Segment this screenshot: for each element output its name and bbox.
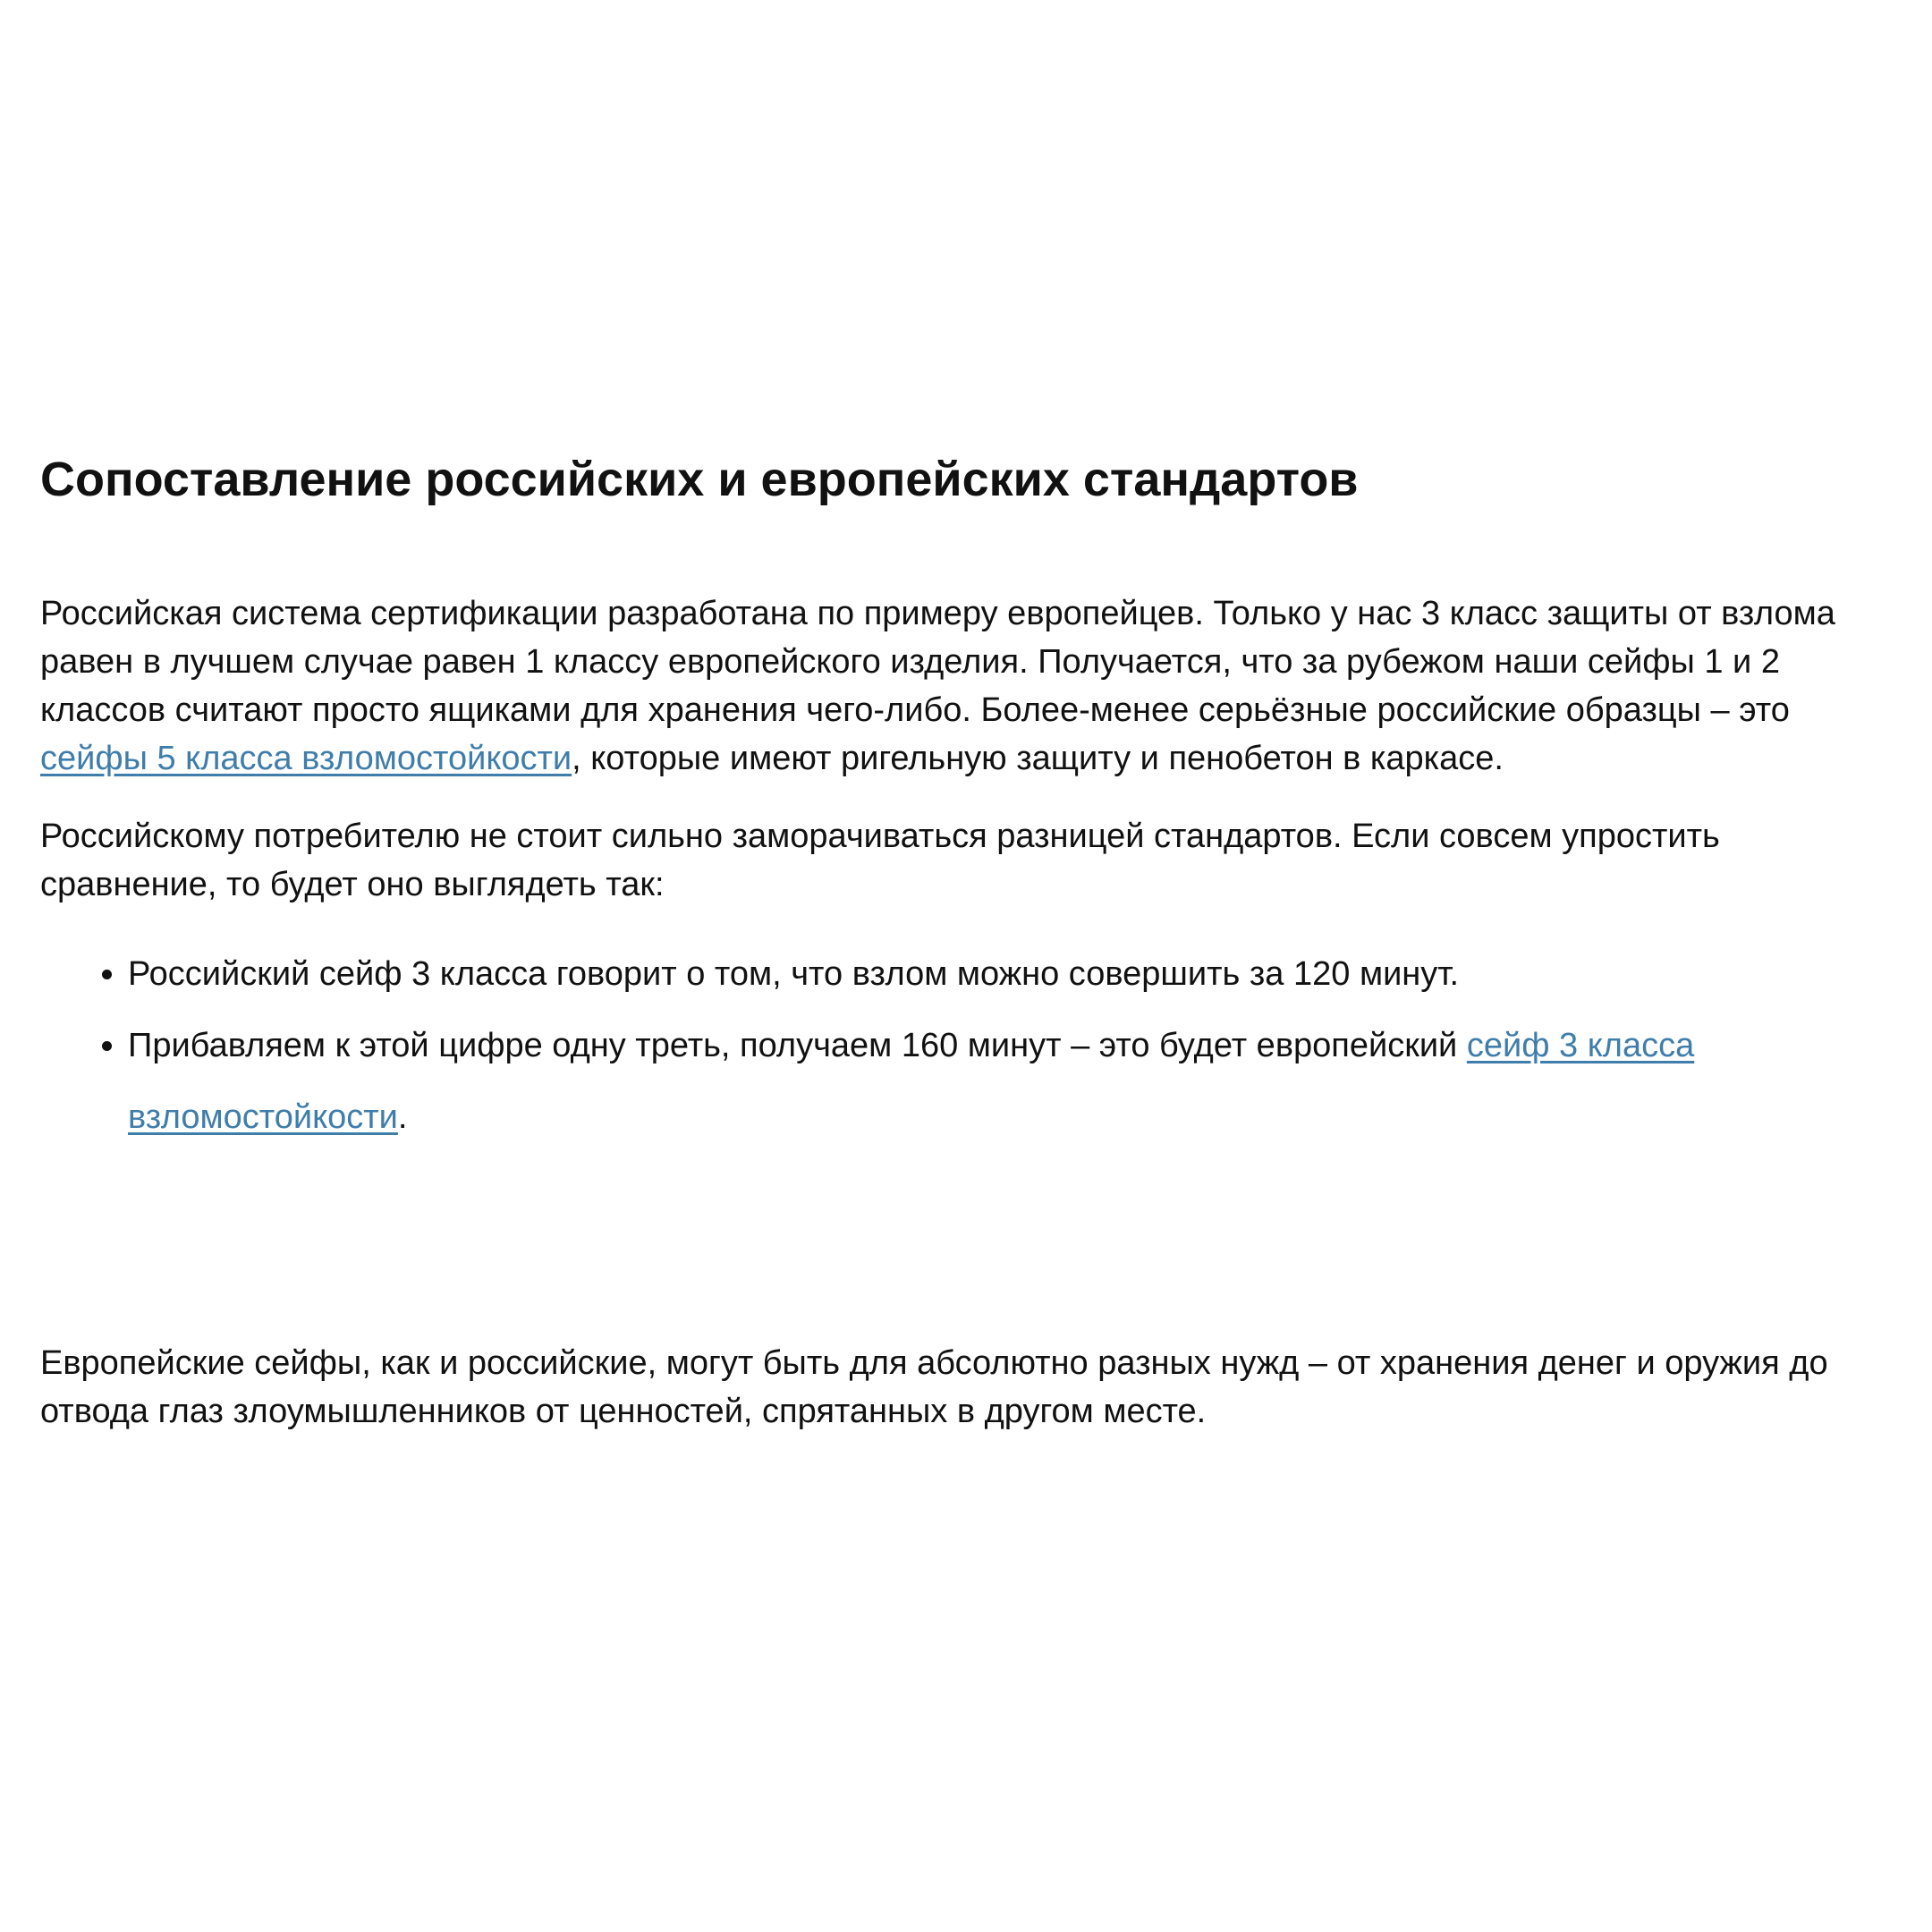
list-item-european-safe	[128, 1010, 1892, 1153]
list-item-2-text-end: .	[397, 1098, 408, 1136]
list-item-russian-safe: • Российский сейф 3 класса говорит о том, что взлом можно совершить за 120 минут.	[128, 938, 1892, 1010]
list-item-2-text-start: Прибавляем к этой цифре одну треть, получаем 160 минут – это будет европейский	[128, 1027, 1467, 1064]
paragraph-standards-comparison	[40, 589, 1892, 783]
comparison-list	[40, 938, 1892, 1153]
article-heading: Сопоставление российских и европейских стандартов	[40, 453, 1359, 506]
paragraph-1-text-start: Российская система сертификации разработана по примеру европейцев. Только у нас 3 класс защиты от взлома равен в лучшем случае равен 1 классу европейского изделия. Получается, что за рубежом наши сейфы 1 и 2 классов считают просто ящиками для хранения чего-либо. Более-менее серьёзные российские образцы – это	[40, 595, 1835, 729]
paragraph-european-safes: Европейские сейфы, как и российские, могут быть для абсолютно разных нужд – от хранения денег и оружия до отвода глаз злоумышленников от ценностей, спрятанных в другом месте.	[40, 1344, 1828, 1430]
link-safes-class-5-burglary-resistance[interactable]: сейфы 5 класса взломостойкости	[40, 740, 572, 777]
link-safe-class-3-burglary-resistance[interactable]: сейф 3 класса взломостойкости	[128, 1027, 1695, 1136]
paragraph-1-text-end: , которые имеют ригельную защиту и пенобетон в каркасе.	[572, 740, 1504, 777]
paragraph-consumer-advice: Российскому потребителю не стоит сильно заморачиваться разницей стандартов. Если совсем упростить сравнение, то будет оно выглядеть так:	[40, 818, 1720, 903]
